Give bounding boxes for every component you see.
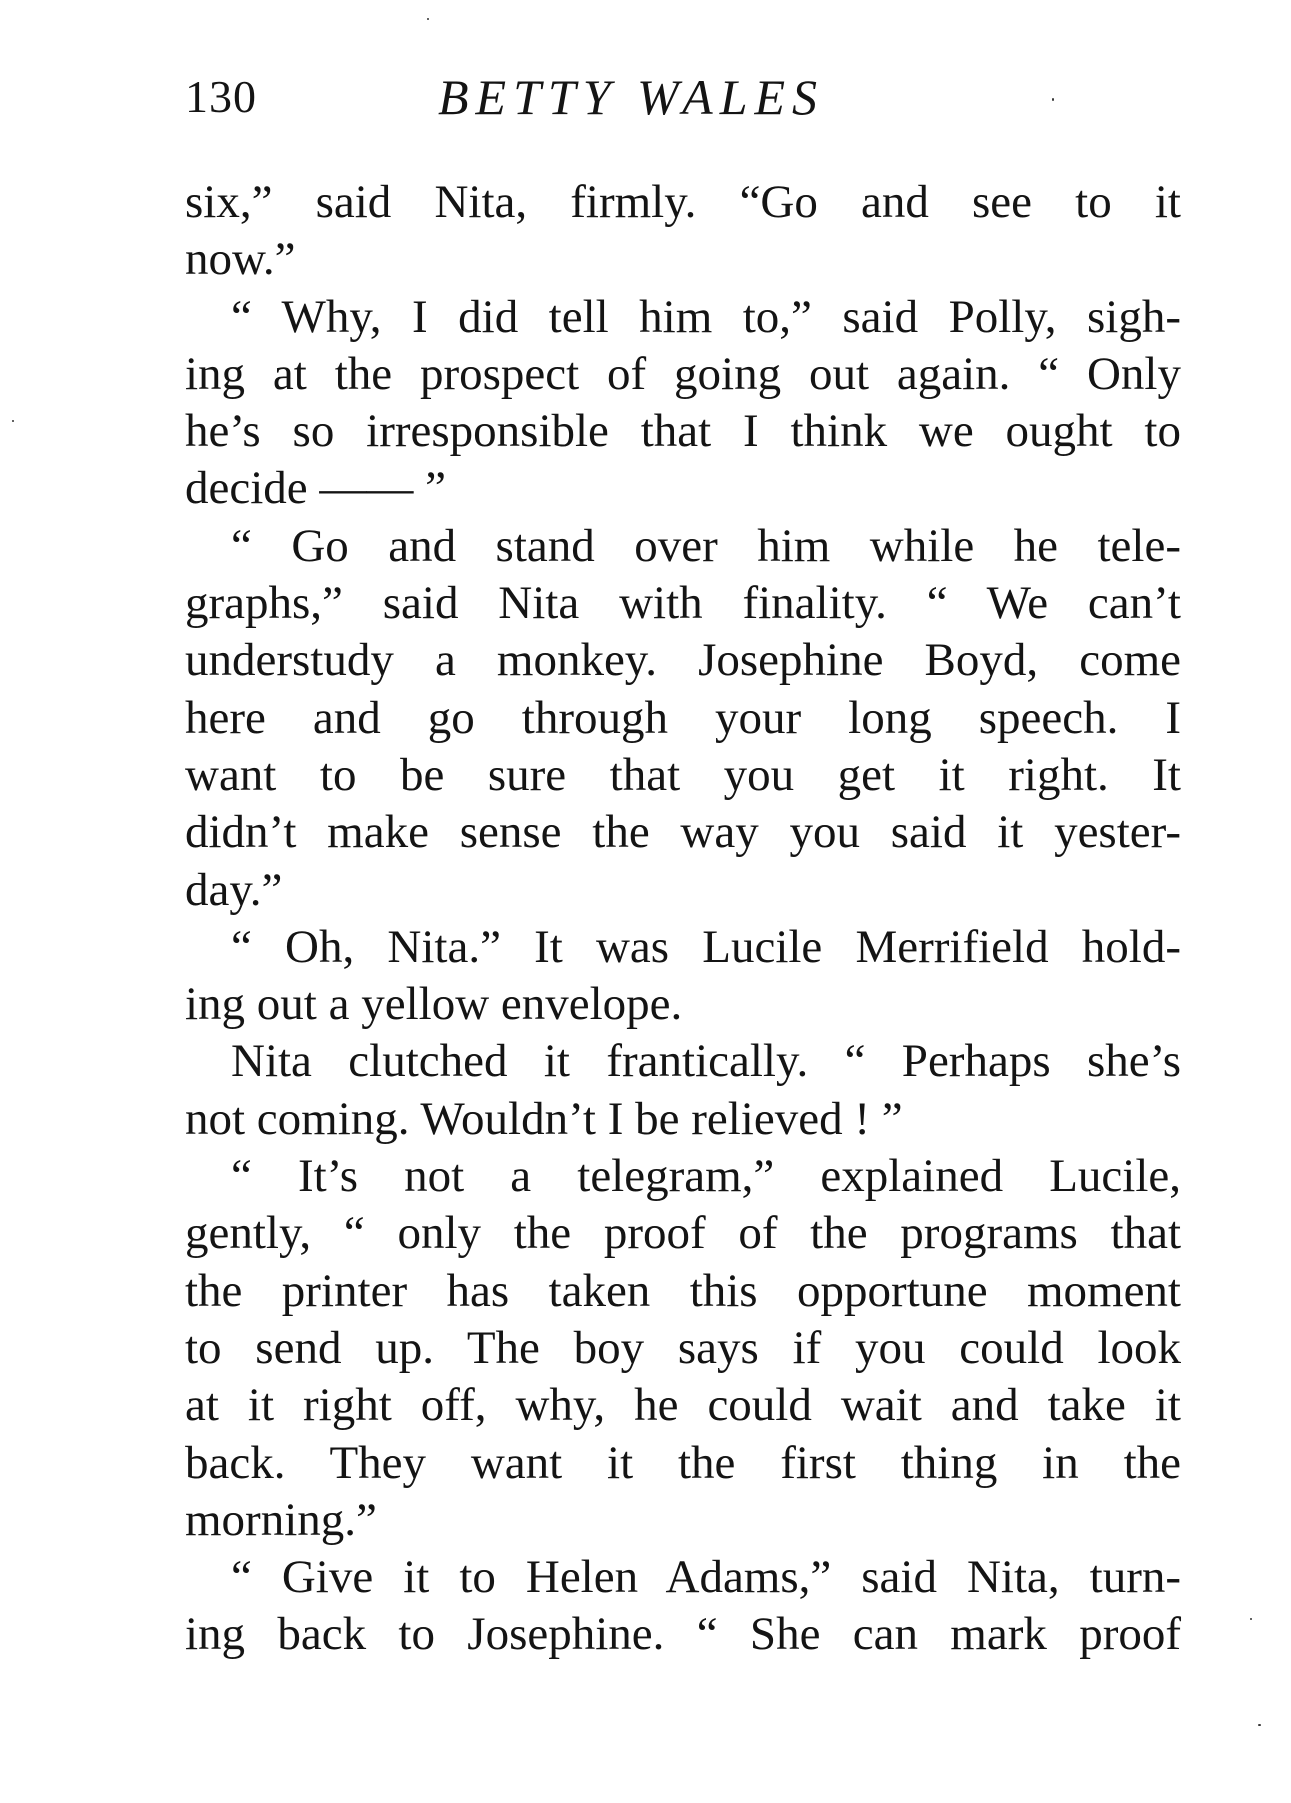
text-line: “ Go and stand over him while he tele-	[231, 519, 1181, 572]
text-line: graphs,” said Nita with finality. “ We can’t	[185, 577, 1181, 630]
text-line: “ Why, I did tell him to,” said Polly, sigh-	[231, 290, 1181, 343]
text-line: to send up. The boy says if you could look	[185, 1321, 1181, 1374]
text-line: the printer has taken this opportune moment	[185, 1264, 1181, 1317]
text-line: six,” said Nita, firmly. “Go and see to it	[185, 176, 1181, 228]
paper-speck	[1052, 98, 1054, 101]
text-line: ing back to Josephine. “ She can mark proof	[185, 1608, 1181, 1661]
paper-speck	[12, 420, 14, 422]
text-line: day.”	[185, 863, 283, 916]
text-line: back. They want it the first thing in the	[185, 1436, 1181, 1489]
text-line: “ Give it to Helen Adams,” said Nita, turn-	[231, 1551, 1181, 1604]
text-line: want to be sure that you get it right. It	[185, 748, 1181, 801]
text-line: here and go through your long speech. I	[185, 691, 1181, 744]
text-line: at it right off, why, he could wait and take it	[185, 1379, 1181, 1432]
text-line: ing at the prospect of going out again. “ Only	[185, 347, 1181, 400]
page-number: 130	[185, 71, 257, 122]
text-line: now.”	[185, 233, 296, 286]
paper-speck	[1250, 1618, 1252, 1620]
text-line: “ Oh, Nita.” It was Lucile Merrifield hold-	[231, 920, 1181, 973]
text-line: gently, “ only the proof of the programs that	[185, 1207, 1181, 1260]
text-line: he’s so irresponsible that I think we ought to	[185, 405, 1181, 458]
text-line: Nita clutched it frantically. “ Perhaps she’s	[231, 1035, 1181, 1088]
running-title: BETTY WALES	[438, 69, 825, 125]
text-line: “ It’s not a telegram,” explained Lucile,	[231, 1150, 1181, 1203]
text-line: understudy a monkey. Josephine Boyd, come	[185, 634, 1181, 687]
text-line: ing out a yellow envelope.	[185, 978, 683, 1031]
text-line: not coming. Wouldn’t I be relieved ! ”	[185, 1092, 903, 1145]
paper-speck	[427, 18, 429, 20]
text-line: morning.”	[185, 1493, 377, 1546]
page-header	[185, 62, 1185, 132]
text-line: decide —— ”	[185, 462, 447, 515]
paper-speck	[1258, 1724, 1261, 1726]
text-line: didn’t make sense the way you said it yester-	[185, 806, 1181, 859]
body-text	[185, 174, 1181, 1664]
